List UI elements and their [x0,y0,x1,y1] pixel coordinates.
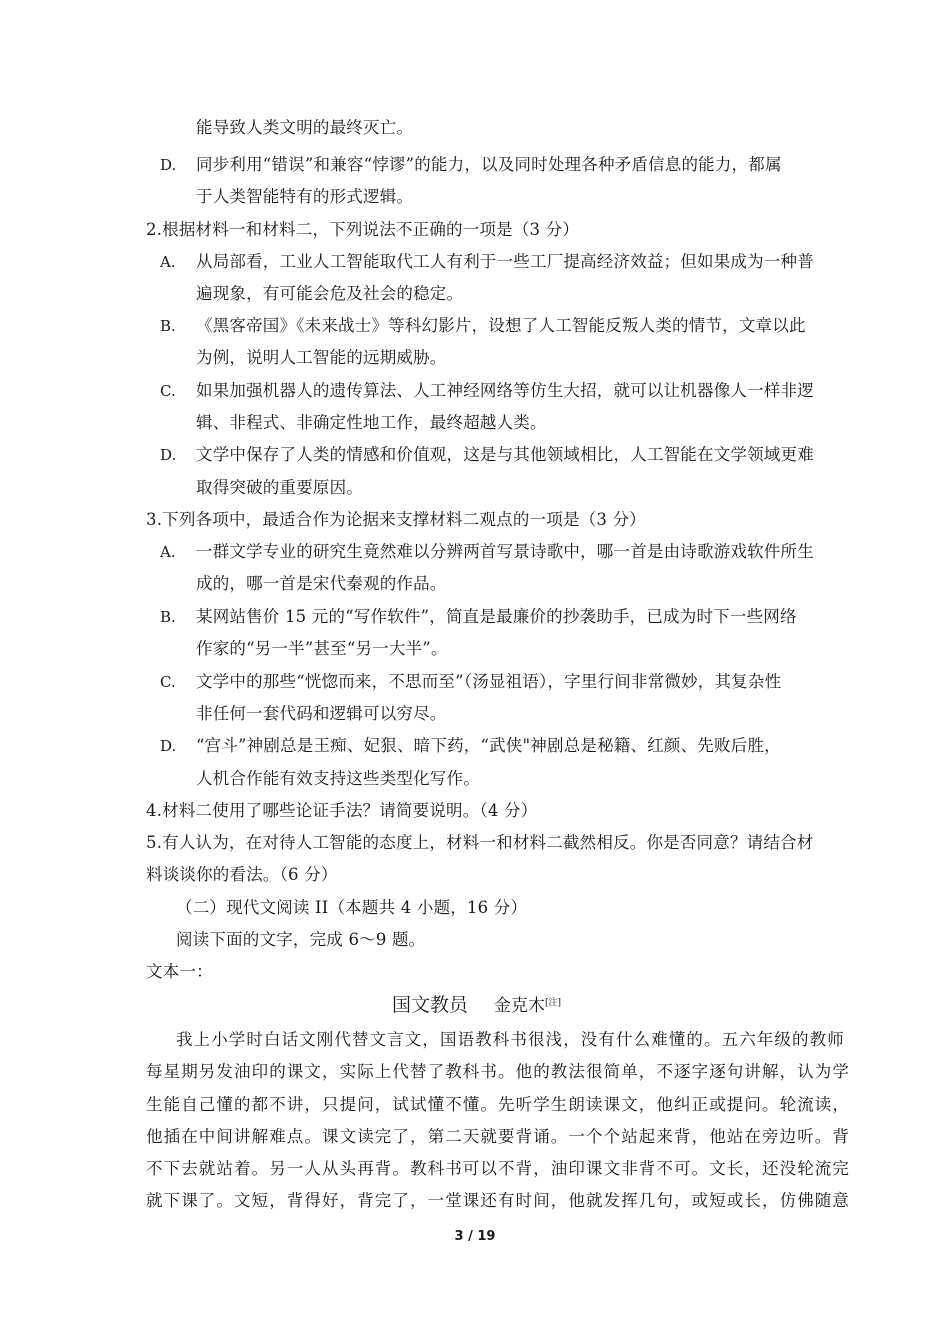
q2-stem: 2.根据材料一和材料二，下列说法不正确的一项是（3 分） [146,220,580,239]
article-paragraph-line: 不下去就站着。另一人从头再背。教科书可以不背，油印课文非背不可。文长，还没轮流完 [146,1159,850,1178]
q5-stem-line2: 料谈谈你的看法。（6 分） [146,865,338,884]
q3-option-d-letter: D. [160,737,177,755]
article-paragraph-line: 就下课了。文短，背得好，背完了，一堂课还有时间，他就发挥几句，或短或长，仿佛随意 [146,1191,850,1210]
q2-option-b-letter: B. [160,317,176,335]
q2-option-d-letter: D. [160,446,177,464]
article-paragraph-line: 生能自己懂的都不讲，只提问，试试懂不懂。先听学生朗读课文，他纠正或提问。轮流读， [146,1095,850,1114]
q1-option-d-letter: D. [160,156,177,174]
q2-option-b-line1: 《黑客帝国》《未来战士》等科幻影片，设想了人工智能反叛人类的情节，文章以此 [196,316,806,335]
q3-option-a-line2: 成的，哪一首是宋代秦观的作品。 [196,574,447,593]
section-heading: （二）现代文阅读 II（本题共 4 小题，16 分） [176,898,528,917]
q2-option-c-letter: C. [160,382,176,400]
q3-option-c-letter: C. [160,673,176,691]
q3-option-c-line2: 非任何一套代码和逻辑可以穷尽。 [196,704,447,723]
q2-option-a-letter: A. [160,253,176,271]
article-paragraph-line: 每星期另发油印的课文，实际上代替了教科书。他的教法很简单，不逐字逐句讲解，认为学 [146,1062,850,1081]
q2-option-b-line2: 为例，说明人工智能的远期威胁。 [196,348,447,367]
q2-option-d-line1: 文学中保存了人类的情感和价值观，这是与其他领域相比，人工智能在文学领域更难 [196,445,814,464]
q2-option-d-line2: 取得突破的重要原因。 [196,478,363,497]
q2-option-a-line1: 从局部看，工业人工智能取代工人有利于一些工厂提高经济效益；但如果成为一种普 [196,252,814,271]
q3-option-d-line1: “宫斗”神剧总是王痴、妃狠、暗下药，“武侠"神剧总是秘籍、红颜、先败后胜， [196,736,781,755]
q3-option-a-letter: A. [160,543,176,561]
article-title-line [392,990,561,1019]
article-title: 国文教员 [392,994,469,1016]
q3-option-b-letter: B. [160,608,176,626]
text-label: 文本一： [146,962,213,981]
q2-option-a-line2: 遍现象，有可能会危及社会的稳定。 [196,284,464,303]
section-instruction: 阅读下面的文字，完成 6～9 题。 [176,930,426,949]
page-number: 3 / 19 [454,1229,496,1244]
article-paragraph-line: 我上小学时白话文刚代替文言文，国语教科书很浅，没有什么难懂的。五六年级的教师 [176,1030,845,1049]
q3-option-d-line2: 人机合作能有效支持这些类型化写作。 [196,769,480,788]
q3-option-a-line1: 一群文学专业的研究生竟然难以分辨两首写景诗歌中，哪一首是由诗歌游戏软件所生 [196,542,814,561]
q3-stem: 3.下列各项中，最适合作为论据来支撑材料二观点的一项是（3 分） [146,510,646,529]
q5-stem-line1: 5.有人认为，在对待人工智能的态度上，材料一和材料二截然相反。你是否同意？请结合材 [146,833,814,852]
author-note-mark: [注] [545,998,562,1008]
q1-option-d-line2: 于人类智能特有的形式逻辑。 [196,187,414,206]
q3-option-b-line2: 作家的“另一半”甚至“另一大半”。 [196,639,448,658]
q1-continuation: 能导致人类文明的最终灭亡。 [196,118,414,137]
q3-option-c-line1: 文学中的那些“恍惚而来，不思而至”（汤显祖语），字里行间非常微妙，其复杂性 [196,672,782,691]
q3-option-b-line1: 某网站售价 15 元的“写作软件”，简直是最廉价的抄袭助手，已成为时下一些网络 [196,607,797,626]
q4-stem: 4.材料二使用了哪些论证手法？请简要说明。（4 分） [146,801,538,820]
q1-option-d-line1: 同步利用“错误”和兼容“悖谬”的能力，以及同时处理各种矛盾信息的能力，都属 [196,155,782,174]
q2-option-c-line2: 辑、非程式、非确定性地工作，最终超越人类。 [196,413,547,432]
article-author: 金克木 [494,996,546,1016]
q2-option-c-line1: 如果加强机器人的遗传算法、人工神经网络等仿生大招，就可以让机器像人一样非逻 [196,381,814,400]
article-paragraph-line: 他插在中间讲解难点。课文读完了，第二天就要背诵。一个个站起来背，他站在旁边听。背 [146,1127,850,1146]
